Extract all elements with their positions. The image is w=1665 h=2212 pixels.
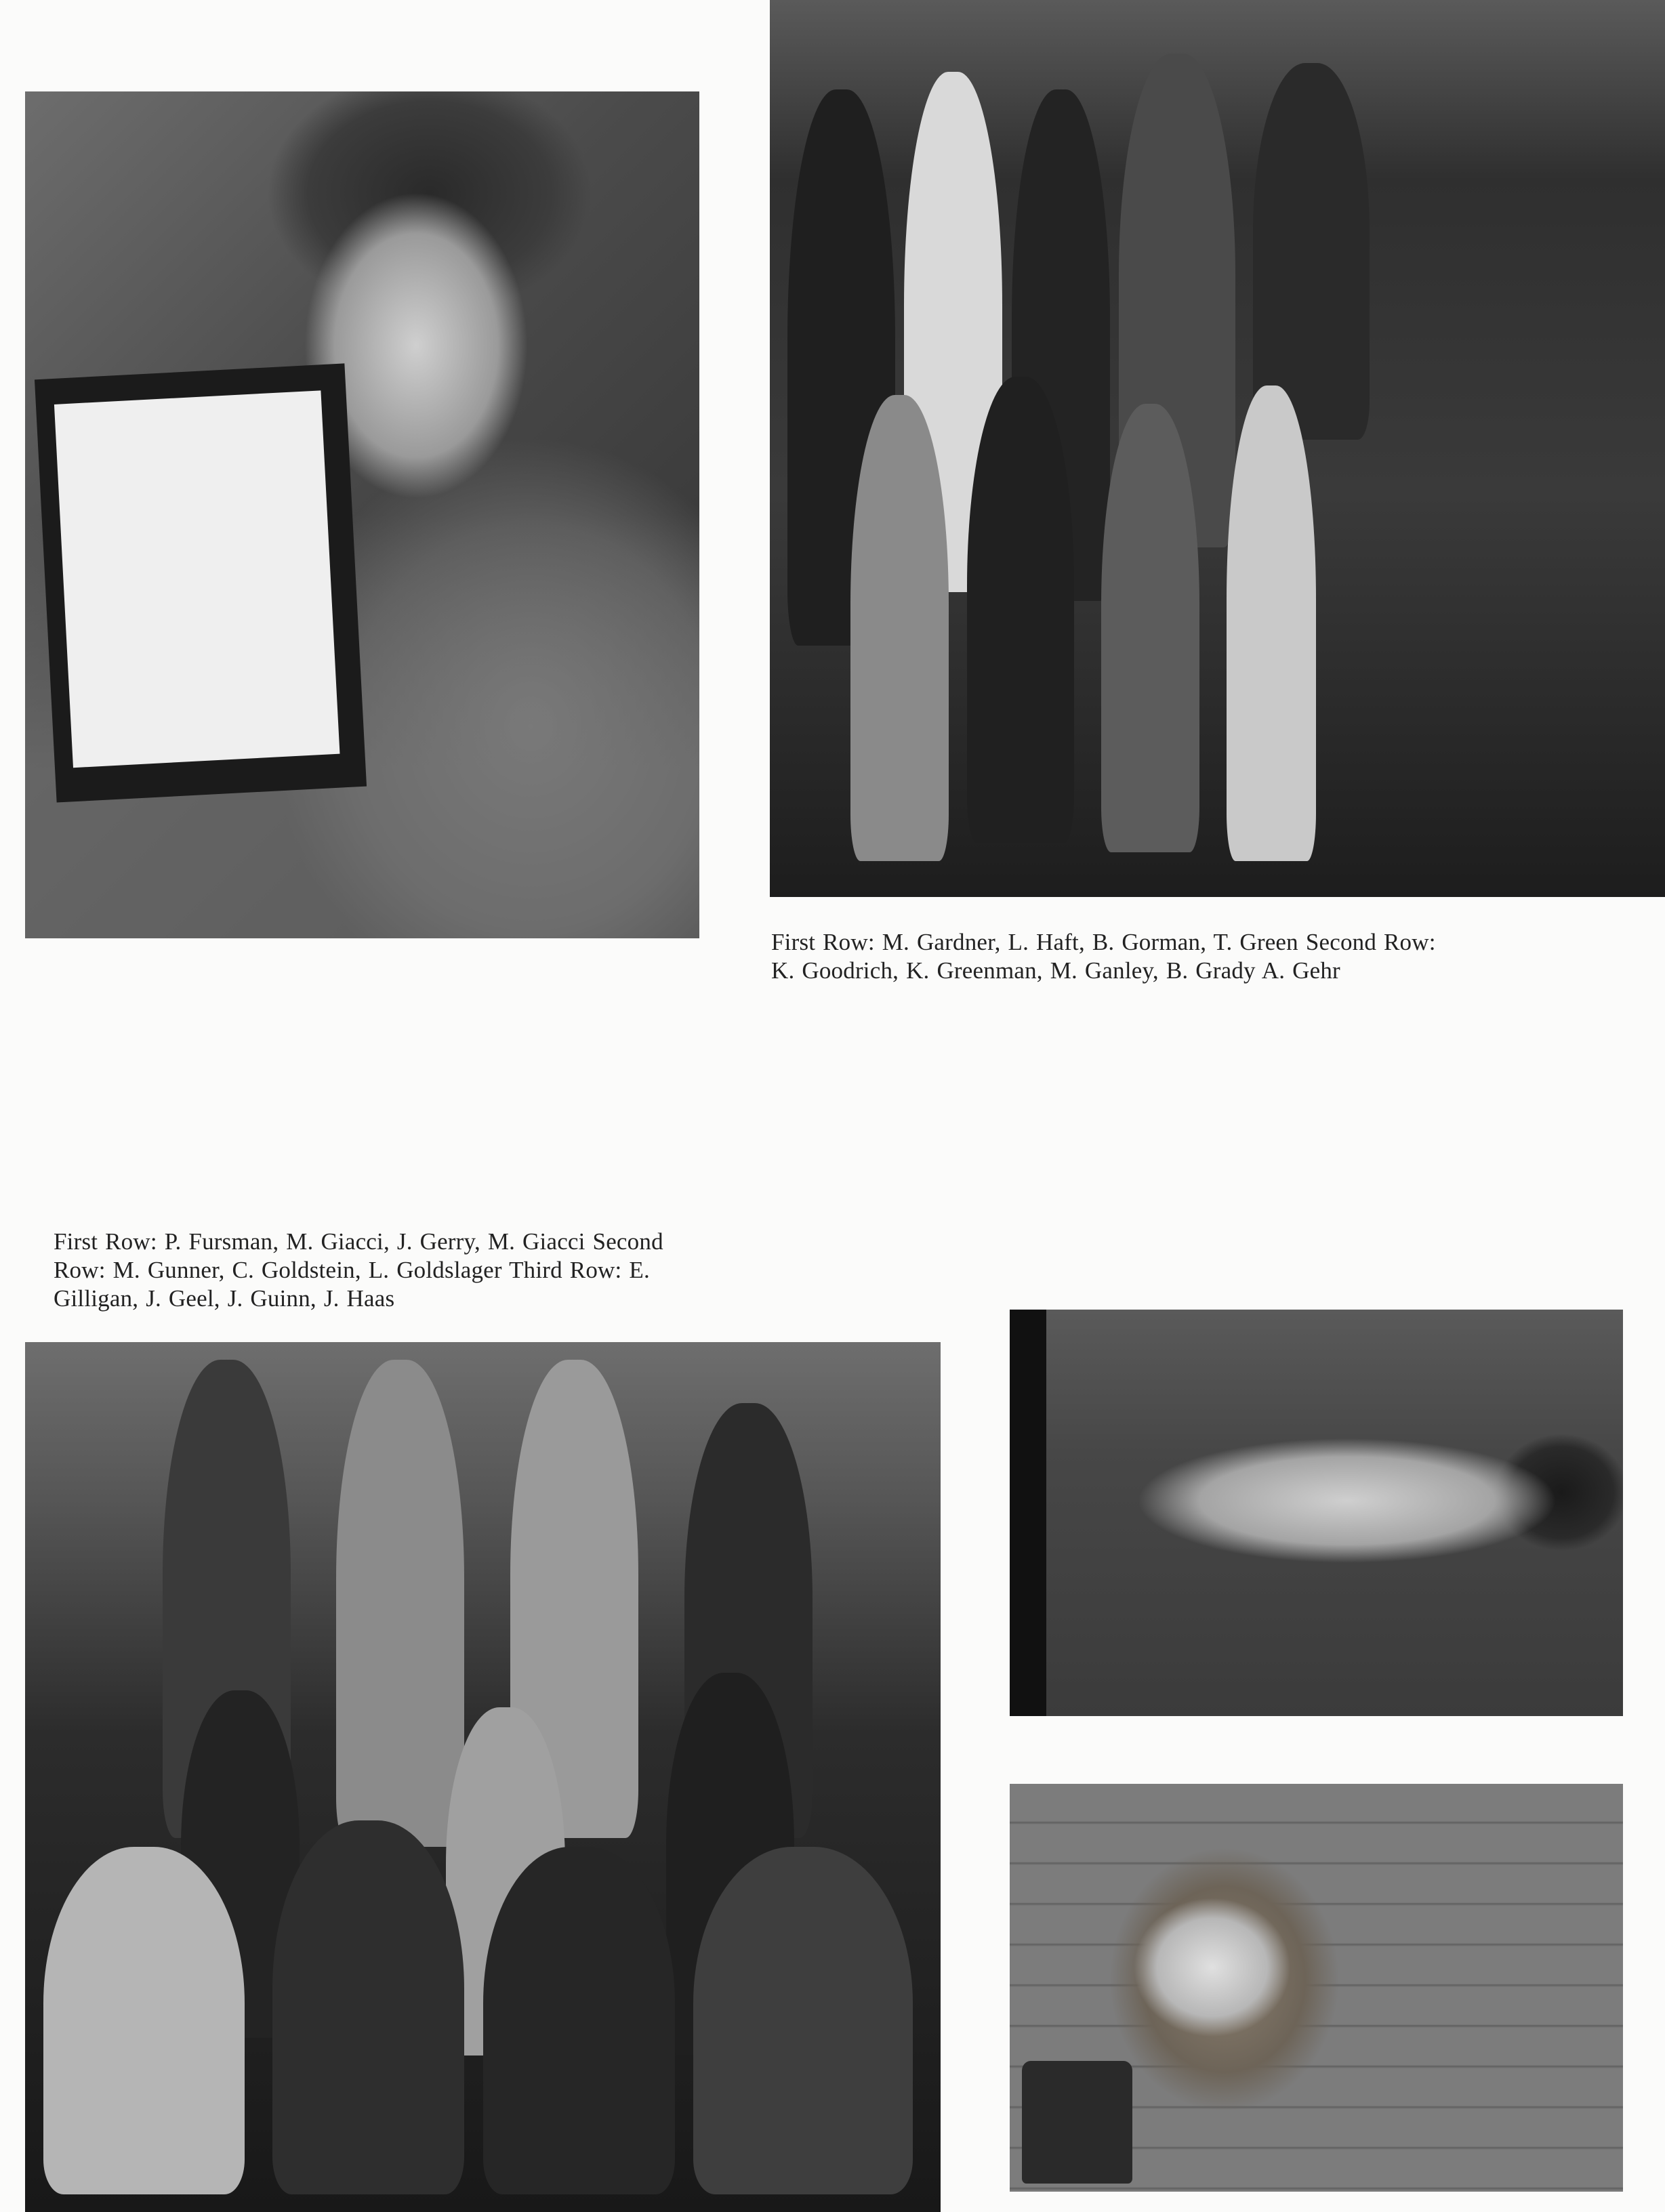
caption-line: Gilligan, J. Geel, J. Guinn, J. Haas xyxy=(54,1285,395,1312)
photo-student-lying-on-grass xyxy=(1010,1310,1623,1716)
photo-smiling-girl xyxy=(1010,1784,1623,2192)
student-figure xyxy=(850,395,949,861)
caption-top-group xyxy=(771,928,1571,985)
student-figure xyxy=(693,1847,913,2195)
drawing-sheet xyxy=(54,390,340,767)
caption-bottom-group xyxy=(54,1228,785,1313)
student-figure xyxy=(1101,404,1199,852)
student-figure xyxy=(483,1847,676,2195)
photo-group-top xyxy=(770,0,1665,897)
caption-line: K. Goodrich, K. Greenman, M. Ganley, B. Grady A. Gehr xyxy=(771,957,1340,984)
student-figure xyxy=(1253,63,1370,440)
caption-line: Row: M. Gunner, C. Goldstein, L. Goldslager Third Row: E. xyxy=(54,1257,650,1283)
student-figure xyxy=(43,1847,245,2195)
caption-line: First Row: P. Fursman, M. Giacci, J. Gerry, M. Giacci Second xyxy=(54,1228,663,1255)
student-figure xyxy=(336,1360,464,1847)
student-figure xyxy=(967,377,1075,843)
caption-line: First Row: M. Gardner, L. Haft, B. Gorman, T. Green Second Row: xyxy=(771,929,1436,955)
handbag xyxy=(1022,2061,1132,2184)
framed-drawing xyxy=(35,363,367,802)
photo-tone xyxy=(1010,1310,1623,1716)
photo-group-bottom xyxy=(25,1342,941,2212)
student-figure xyxy=(1227,385,1316,861)
shadow-edge xyxy=(1010,1310,1046,1716)
photo-student-holding-drawing xyxy=(25,91,699,938)
student-figure xyxy=(272,1820,465,2194)
